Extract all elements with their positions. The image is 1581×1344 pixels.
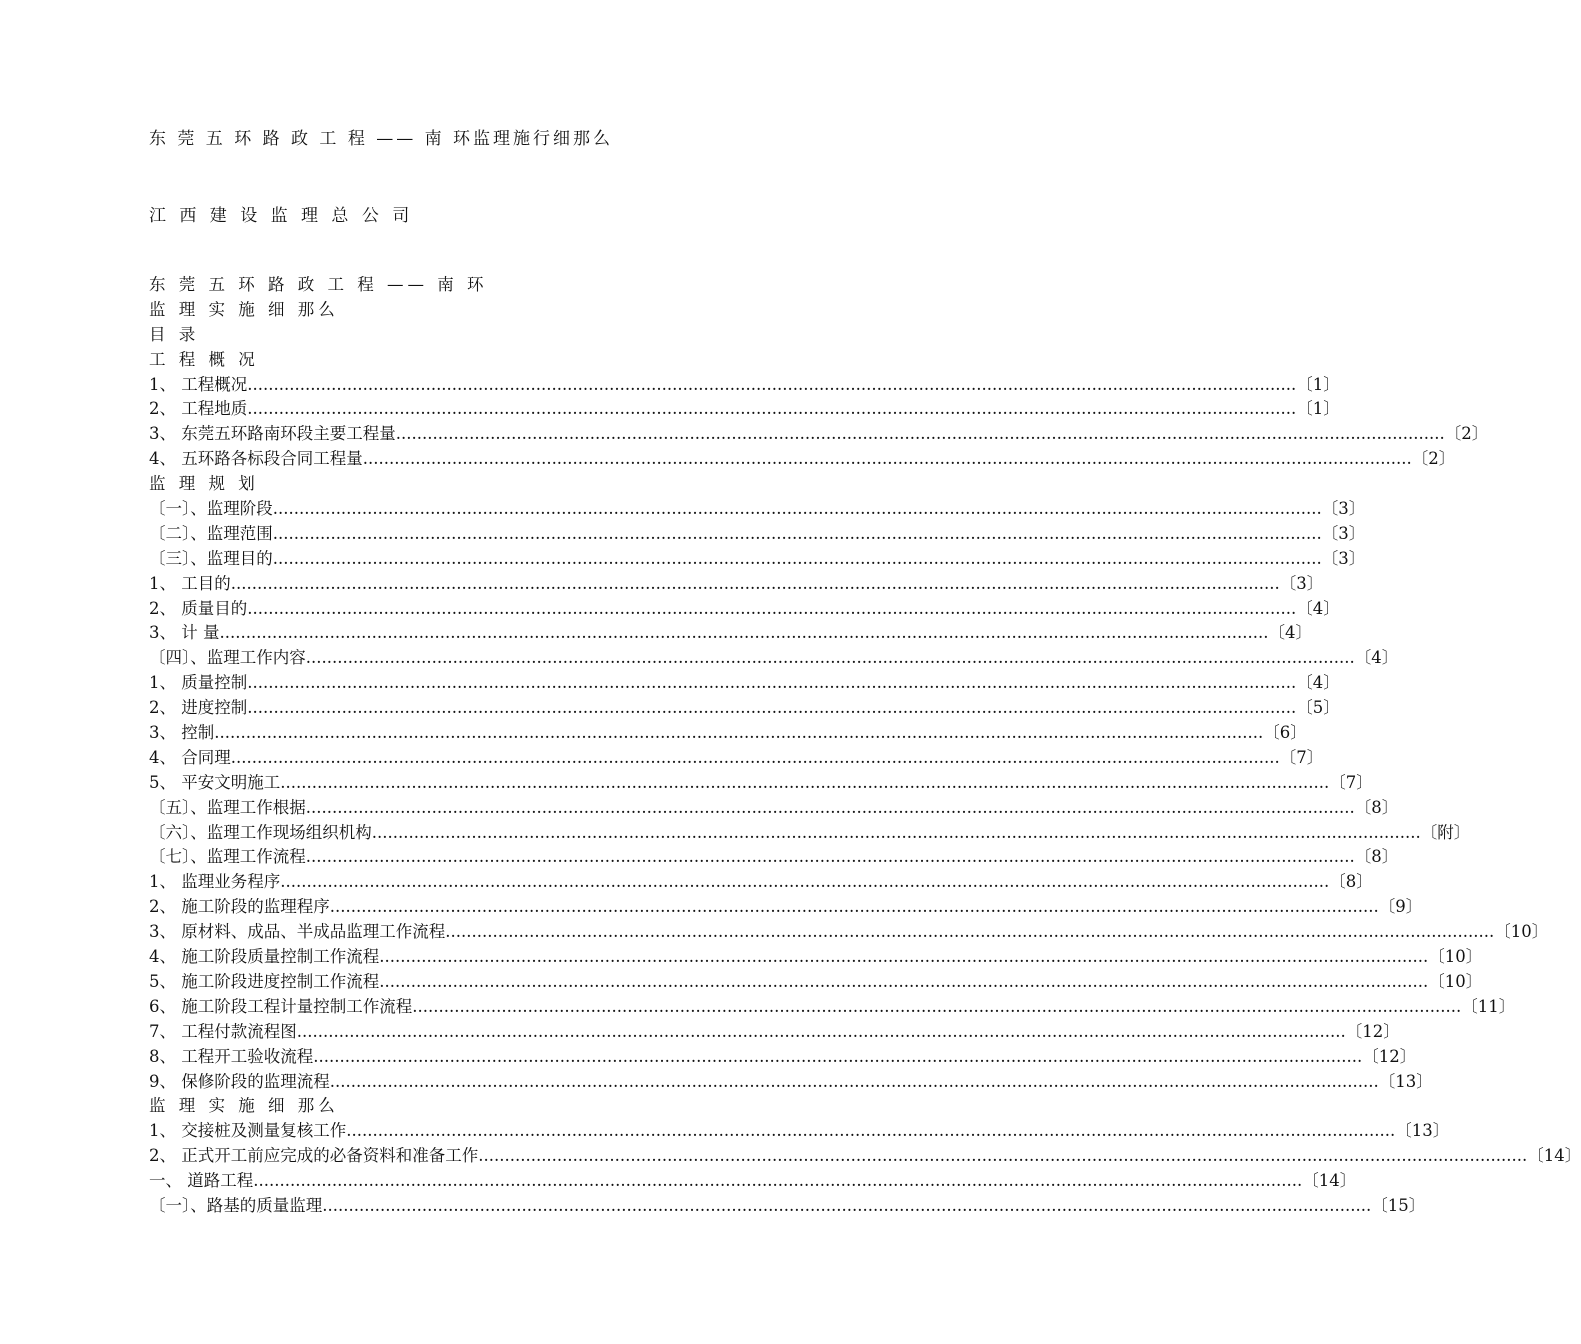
company-name: 江 西 建 设 监 理 总 公 司 — [149, 206, 414, 226]
toc-entry — [149, 522, 1366, 547]
toc-entry — [149, 845, 1399, 870]
toc-entry-title: 4、 五环路各标段合同工程量 — [149, 449, 363, 469]
toc-entry — [149, 696, 1340, 721]
toc-dot-leader: ........................................................................................................................................................................................................ — [280, 772, 1330, 792]
toc-dot-leader: ........................................................................................................................................................................................................ — [379, 971, 1429, 991]
toc-entry — [149, 771, 1373, 796]
toc-page-number: 〔4〕 — [1296, 673, 1340, 693]
toc-page-number: 〔9〕 — [1378, 897, 1423, 917]
toc-entry-title: 3、 原材料、成品、半成品监理工作流程 — [149, 922, 446, 942]
toc-entry-title: 1、 工目的 — [149, 573, 231, 593]
toc-page-number: 〔12〕 — [1362, 1046, 1417, 1066]
toc-dot-leader: ........................................................................................................................................................................................................ — [247, 374, 1297, 394]
toc-page-number: 〔10〕 — [1494, 922, 1549, 942]
toc-dot-leader: ........................................................................................................................................................................................................ — [230, 573, 1280, 593]
toc-entry — [149, 373, 1340, 398]
toc-entry — [149, 397, 1340, 422]
toc-page-number: 〔1〕 — [1296, 374, 1340, 394]
toc-entry — [149, 621, 1312, 646]
toc-dot-leader: ........................................................................................................................................................................................................ — [280, 872, 1330, 892]
toc-dot-leader: ........................................................................................................................................................................................................ — [214, 723, 1264, 743]
toc-entry — [149, 721, 1307, 746]
toc-entry-title: 〔七〕、监理工作流程 — [149, 847, 306, 867]
toc-entry — [149, 646, 1399, 671]
toc-heading-text: 目 录 — [149, 324, 200, 344]
toc-dot-leader: ........................................................................................................................................................................................................ — [313, 1046, 1363, 1066]
toc-heading-text: 监 理 实 施 细 那么 — [149, 299, 339, 319]
toc-entry-title: 8、 工程开工验收流程 — [149, 1046, 314, 1066]
toc-page-number: 〔13〕 — [1395, 1121, 1450, 1141]
toc-entry — [149, 597, 1340, 622]
toc-entry — [149, 671, 1340, 696]
toc-heading — [149, 273, 799, 298]
toc-page-number: 〔7〕 — [1329, 772, 1373, 792]
toc-heading — [149, 472, 799, 497]
toc-entry-title: 3、 东莞五环路南环段主要工程量 — [149, 424, 396, 444]
toc-dot-leader: ........................................................................................................................................................................................................ — [412, 996, 1462, 1016]
toc-entry — [149, 1020, 1400, 1045]
toc-entry-title: 〔五〕、监理工作根据 — [149, 797, 306, 817]
toc-entry — [149, 870, 1373, 895]
toc-page-number: 〔7〕 — [1279, 747, 1324, 767]
toc-entry — [149, 497, 1366, 522]
toc-page-number: 〔附〕 — [1420, 822, 1471, 842]
toc-dot-leader: ........................................................................................................................................................................................................ — [219, 623, 1269, 643]
toc-entry-title: 〔一〕、监理阶段 — [149, 499, 273, 519]
toc-heading — [149, 348, 799, 373]
toc-heading — [149, 1094, 799, 1119]
toc-entry-title: 1、 交接桩及测量复核工作 — [149, 1121, 347, 1141]
toc-page-number: 〔3〕 — [1321, 499, 1366, 519]
toc-entry-title: 9、 保修阶段的监理流程 — [149, 1071, 330, 1091]
toc-entry-title: 1、 监理业务程序 — [149, 872, 281, 892]
toc-dot-leader: ........................................................................................................................................................................................................ — [305, 847, 1355, 867]
toc-entry — [149, 895, 1423, 920]
toc-dot-leader: ........................................................................................................................................................................................................ — [362, 449, 1412, 469]
toc-page-number: 〔14〕 — [1527, 1146, 1581, 1166]
toc-heading-text: 东 莞 五 环 路 政 工 程 —— 南 环 — [149, 275, 488, 294]
toc-entry-title: 〔四〕、监理工作内容 — [149, 648, 306, 668]
toc-entry-title: 6、 施工阶段工程计量控制工作流程 — [149, 996, 413, 1016]
toc-entry-title: 7、 工程付款流程图 — [149, 1021, 297, 1041]
toc-entry-title: 〔二〕、监理范围 — [149, 523, 273, 543]
toc-page-number: 〔4〕 — [1296, 598, 1340, 618]
toc-dot-leader: ........................................................................................................................................................................................................ — [322, 1195, 1372, 1215]
toc-entry-title: 〔六〕、监理工作现场组织机构 — [149, 822, 372, 842]
toc-dot-leader: ........................................................................................................................................................................................................ — [247, 598, 1297, 618]
toc-entry — [149, 547, 1366, 572]
toc-dot-leader: ........................................................................................................................................................................................................ — [272, 523, 1322, 543]
toc-entry — [149, 1070, 1433, 1095]
toc-page-number: 〔8〕 — [1329, 872, 1373, 892]
toc-entry — [149, 572, 1324, 597]
toc-heading — [149, 323, 799, 348]
toc-page-number: 〔6〕 — [1263, 723, 1307, 743]
toc-page-number: 〔11〕 — [1461, 996, 1516, 1016]
toc-entry — [149, 1169, 1357, 1194]
toc-entry — [149, 1045, 1417, 1070]
toc-entry-title: 〔一〕、路基的质量监理 — [149, 1195, 323, 1215]
toc-dot-leader: ........................................................................................................................................................................................................ — [329, 1071, 1379, 1091]
toc-dot-leader: ........................................................................................................................................................................................................ — [346, 1121, 1396, 1141]
toc-entry-title: 2、 进度控制 — [149, 698, 248, 718]
toc-dot-leader: ........................................................................................................................................................................................................ — [395, 424, 1445, 444]
toc-page-number: 〔4〕 — [1268, 623, 1312, 643]
toc-dot-leader: ........................................................................................................................................................................................................ — [305, 797, 1355, 817]
toc-page-number: 〔12〕 — [1345, 1021, 1400, 1041]
toc-entry — [149, 447, 1456, 472]
toc-dot-leader: ........................................................................................................................................................................................................ — [305, 648, 1355, 668]
toc-page-number: 〔2〕 — [1444, 424, 1489, 444]
toc-dot-leader: ........................................................................................................................................................................................................ — [371, 822, 1421, 842]
toc-entry-title: 一、 道路工程 — [149, 1171, 254, 1191]
toc-entry — [149, 1194, 1426, 1219]
toc-page-number: 〔3〕 — [1321, 523, 1366, 543]
toc-entry — [149, 1144, 1581, 1169]
toc-heading-text: 工 程 概 况 — [149, 349, 259, 369]
toc-entry-title: 2、 质量目的 — [149, 598, 248, 618]
toc-entry — [149, 920, 1549, 945]
toc-page-number: 〔10〕 — [1428, 947, 1483, 967]
toc-entry-title: 1、 工程概况 — [149, 374, 248, 394]
toc-entry — [149, 945, 1483, 970]
toc-dot-leader: ........................................................................................................................................................................................................ — [230, 747, 1280, 767]
toc-page-number: 〔13〕 — [1378, 1071, 1433, 1091]
toc-heading — [149, 298, 799, 323]
toc-page-number: 〔14〕 — [1302, 1171, 1357, 1191]
toc-page-number: 〔3〕 — [1321, 548, 1366, 568]
toc-dot-leader: ........................................................................................................................................................................................................ — [296, 1021, 1346, 1041]
toc-entry-title: 4、 合同理 — [149, 747, 231, 767]
toc-entry — [149, 1119, 1450, 1144]
toc-entry — [149, 821, 1471, 846]
toc-dot-leader: ........................................................................................................................................................................................................ — [379, 947, 1429, 967]
toc-entry-title: 〔三〕、监理目的 — [149, 548, 273, 568]
toc-page-number: 〔3〕 — [1279, 573, 1324, 593]
toc-entry — [149, 422, 1489, 447]
toc-dot-leader: ........................................................................................................................................................................................................ — [253, 1171, 1303, 1191]
toc-entry — [149, 746, 1324, 771]
toc-page-number: 〔4〕 — [1354, 648, 1399, 668]
toc-dot-leader: ........................................................................................................................................................................................................ — [478, 1146, 1528, 1166]
toc-page-number: 〔8〕 — [1354, 847, 1399, 867]
toc-entry-title: 5、 平安文明施工 — [149, 772, 281, 792]
toc-entry-title: 4、 施工阶段质量控制工作流程 — [149, 947, 380, 967]
toc-dot-leader: ........................................................................................................................................................................................................ — [272, 548, 1322, 568]
toc-heading-text: 监 理 规 划 — [149, 474, 259, 494]
toc-dot-leader: ........................................................................................................................................................................................................ — [329, 897, 1379, 917]
toc-entry-title: 1、 质量控制 — [149, 673, 248, 693]
toc-entry-title: 3、 控制 — [149, 723, 215, 743]
toc-entry-title: 2、 施工阶段的监理程序 — [149, 897, 330, 917]
toc-entry-title: 2、 工程地质 — [149, 399, 248, 419]
table-of-contents — [149, 273, 1581, 1219]
toc-entry — [149, 970, 1483, 995]
toc-entry — [149, 796, 1399, 821]
toc-heading-text: 监 理 实 施 细 那么 — [149, 1096, 339, 1116]
toc-page-number: 〔15〕 — [1371, 1195, 1426, 1215]
toc-dot-leader: ........................................................................................................................................................................................................ — [247, 698, 1297, 718]
toc-entry — [149, 995, 1516, 1020]
toc-dot-leader: ........................................................................................................................................................................................................ — [247, 399, 1297, 419]
toc-entry-title: 5、 施工阶段进度控制工作流程 — [149, 971, 380, 991]
toc-page-number: 〔10〕 — [1428, 971, 1483, 991]
toc-entry-title: 2、 正式开工前应完成的必备资料和准备工作 — [149, 1146, 479, 1166]
toc-dot-leader: ........................................................................................................................................................................................................ — [445, 922, 1495, 942]
toc-entry-title: 3、 计 量 — [149, 623, 220, 643]
toc-page-number: 〔2〕 — [1411, 449, 1456, 469]
toc-page-number: 〔5〕 — [1296, 698, 1340, 718]
toc-dot-leader: ........................................................................................................................................................................................................ — [272, 499, 1322, 519]
toc-page-number: 〔8〕 — [1354, 797, 1399, 817]
document-title: 东 莞 五 环 路 政 工 程 —— 南 环监理施行细那么 — [149, 129, 614, 149]
toc-dot-leader: ........................................................................................................................................................................................................ — [247, 673, 1297, 693]
toc-page-number: 〔1〕 — [1296, 399, 1340, 419]
